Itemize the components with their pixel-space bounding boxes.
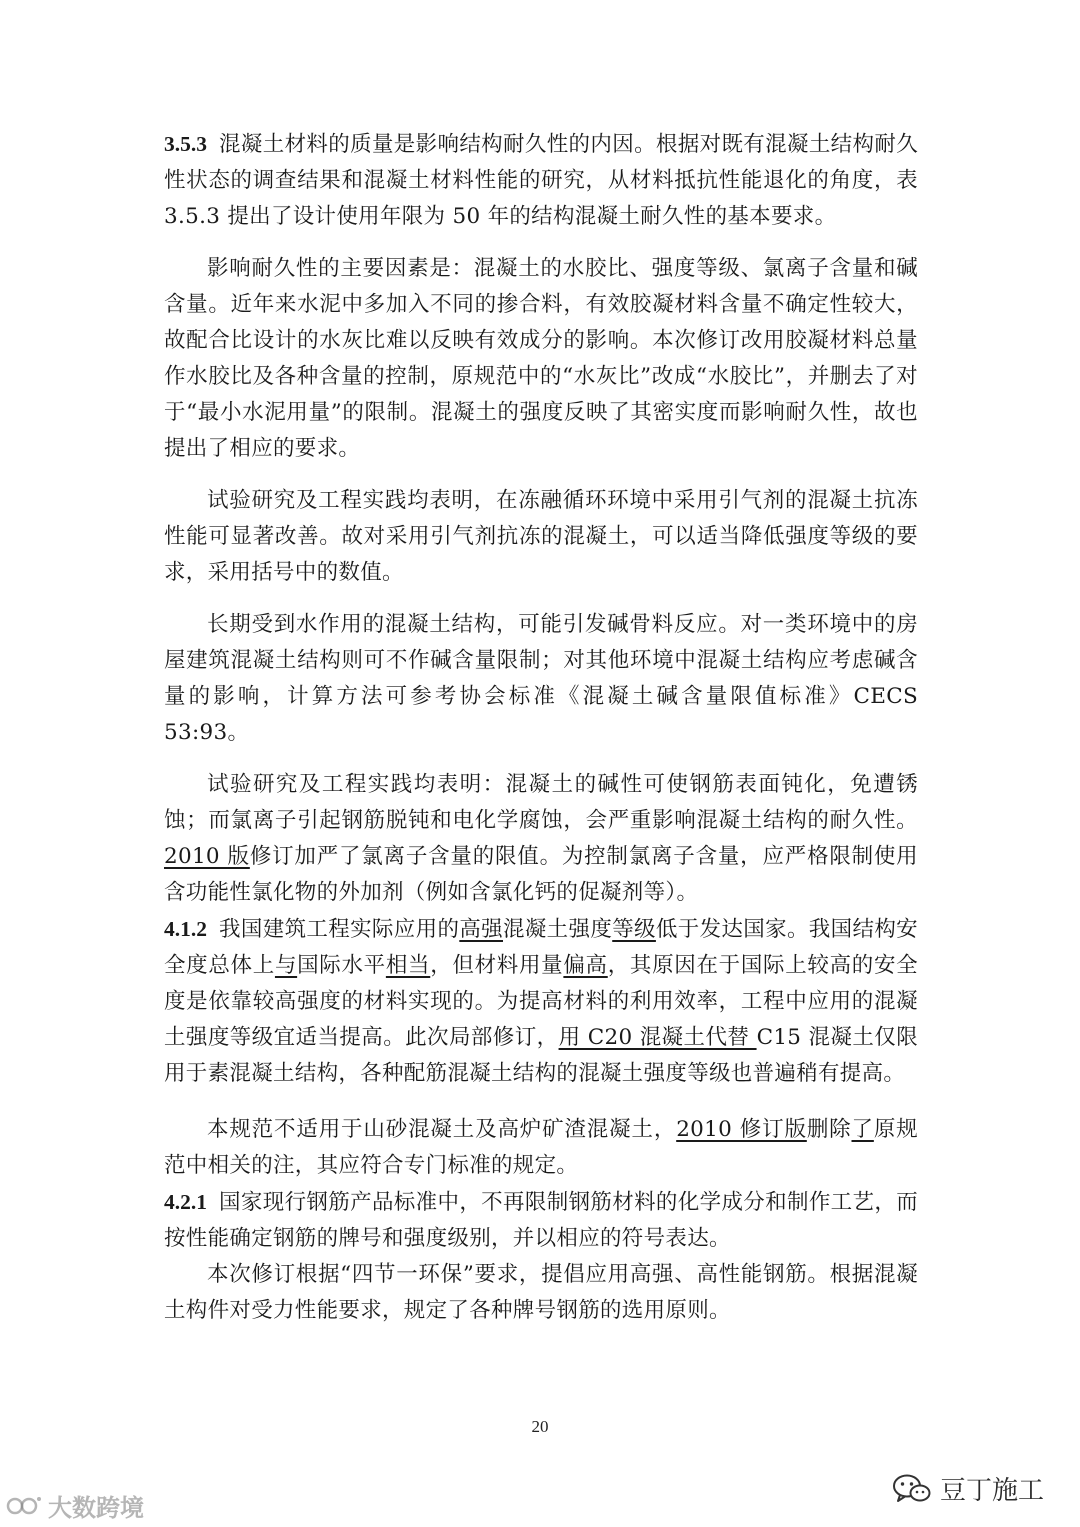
paragraph-4-1-2 bbox=[164, 911, 918, 1092]
underlined-text: 等级 bbox=[612, 917, 656, 942]
underlined-text: 高强 bbox=[459, 917, 503, 942]
watermark-text: 豆丁施工 bbox=[939, 1476, 1044, 1506]
paragraph-text: 删除 bbox=[806, 1117, 852, 1142]
paragraph-text: 试验研究及工程实践均表明，在冻融循环环境中采用引气剂的混凝土抗冻性能可显著改善。故对采用引气剂抗冻的混凝土，可以适当降低强度等级的要求，采用括号中的数值。 bbox=[164, 488, 918, 585]
paragraph-text: 低于发达国家。我国结构安全度总体上 bbox=[164, 917, 918, 978]
underlined-text: 用 C20 混凝土代替 bbox=[558, 1025, 757, 1050]
paragraph-text: C15 混凝土仅限用于素混凝土结构，各种配筋混凝土结构的混凝土强度等级也普遍稍有提高。 bbox=[164, 1025, 919, 1086]
paragraph-chloride bbox=[164, 767, 918, 911]
paragraph-text: ，其原因在于国际上较高的安全度是依靠较高强度的材料实现的。为提高材料的利用效率，工程中应用的混凝土强度等级宜适当提高。此次局部修订， bbox=[164, 953, 918, 1050]
brand-logo-icon bbox=[6, 1493, 42, 1519]
watermark-right bbox=[892, 1470, 1044, 1507]
watermark-text: 大数跨境 bbox=[48, 1494, 144, 1522]
paragraph-4-2-1 bbox=[164, 1184, 918, 1257]
wechat-icon bbox=[892, 1473, 932, 1505]
section-number: 4.1.2 bbox=[164, 917, 207, 941]
underlined-text: 2010 版 bbox=[164, 844, 250, 869]
paragraph-text: 修订加严了氯离子含量的限值。为控制氯离子含量，应严格限制使用含功能性氯化物的外加剂（例如含氯化钙的促凝剂等）。 bbox=[164, 844, 918, 905]
paragraph-text: 国际水平 bbox=[297, 953, 386, 978]
paragraph-air-entraining bbox=[164, 483, 918, 591]
underlined-text: 相当 bbox=[385, 953, 431, 978]
watermark-left bbox=[6, 1488, 144, 1523]
paragraph-3-5-3 bbox=[164, 126, 918, 235]
paragraph-text: 长期受到水作用的混凝土结构，可能引发碱骨料反应。对一类环境中的房屋建筑混凝土结构则可不作碱含量限制；对其他环境中混凝土结构应考虑碱含量的影响，计算方法可参考协会标准《混凝土碱含量限值标准》CECS 53:93。 bbox=[164, 612, 918, 745]
paragraph-text: 混凝土材料的质量是影响结构耐久性的内因。根据对既有混凝土结构耐久性状态的调查结果和混凝土材料性能的研究，从材料抵抗性能退化的角度，表3.5.3 提出了设计使用年限为 50 年的结构混凝土耐久性的基本要求。 bbox=[164, 132, 918, 229]
paragraph-alkali-aggregate bbox=[164, 607, 918, 751]
paragraph-text: ，但材料用量 bbox=[430, 953, 564, 978]
document-page bbox=[164, 126, 918, 1329]
underlined-text: 2010 修订版 bbox=[676, 1117, 807, 1142]
paragraph-mountain-sand bbox=[164, 1112, 918, 1184]
paragraph-text: 混凝土强度 bbox=[503, 917, 613, 942]
underlined-text: 了 bbox=[851, 1117, 874, 1142]
paragraph-durability-factors bbox=[164, 251, 918, 467]
page-number: 20 bbox=[531, 1417, 549, 1436]
paragraph-text: 本次修订根据“四节一环保”要求，提倡应用高强、高性能钢筋。根据混凝土构件对受力性能要求，规定了各种牌号钢筋的选用原则。 bbox=[164, 1262, 918, 1323]
paragraph-text: 本规范不适用于山砂混凝土及高炉矿渣混凝土， bbox=[207, 1117, 677, 1142]
section-number: 4.2.1 bbox=[164, 1190, 207, 1214]
paragraph-text: 我国建筑工程实际应用的 bbox=[219, 917, 460, 942]
paragraph-text: 试验研究及工程实践均表明：混凝土的碱性可使钢筋表面钝化，免遭锈蚀；而氯离子引起钢筋脱钝和电化学腐蚀，会严重影响混凝土结构的耐久性。 bbox=[164, 772, 918, 833]
paragraph-text: 原规范中相关的注，其应符合专门标准的规定。 bbox=[164, 1117, 918, 1178]
paragraph-four-savings bbox=[164, 1257, 918, 1329]
underlined-text: 偏高 bbox=[563, 953, 608, 978]
paragraph-text: 影响耐久性的主要因素是：混凝土的水胶比、强度等级、氯离子含量和碱含量。近年来水泥中多加入不同的掺合料，有效胶凝材料含量不确定性较大，故配合比设计的水灰比难以反映有效成分的影响。本次修订改用胶凝材料总量作水胶比及各种含量的控制，原规范中的“水灰比”改成“水胶比”，并删去了对于“最小水泥用量”的限制。混凝土的强度反映了其密实度而影响耐久性，故也提出了相应的要求。 bbox=[164, 256, 918, 461]
paragraph-text: 国家现行钢筋产品标准中，不再限制钢筋材料的化学成分和制作工艺，而按性能确定钢筋的牌号和强度级别，并以相应的符号表达。 bbox=[164, 1190, 918, 1251]
underlined-text: 与 bbox=[274, 953, 298, 978]
section-number: 3.5.3 bbox=[164, 132, 207, 156]
